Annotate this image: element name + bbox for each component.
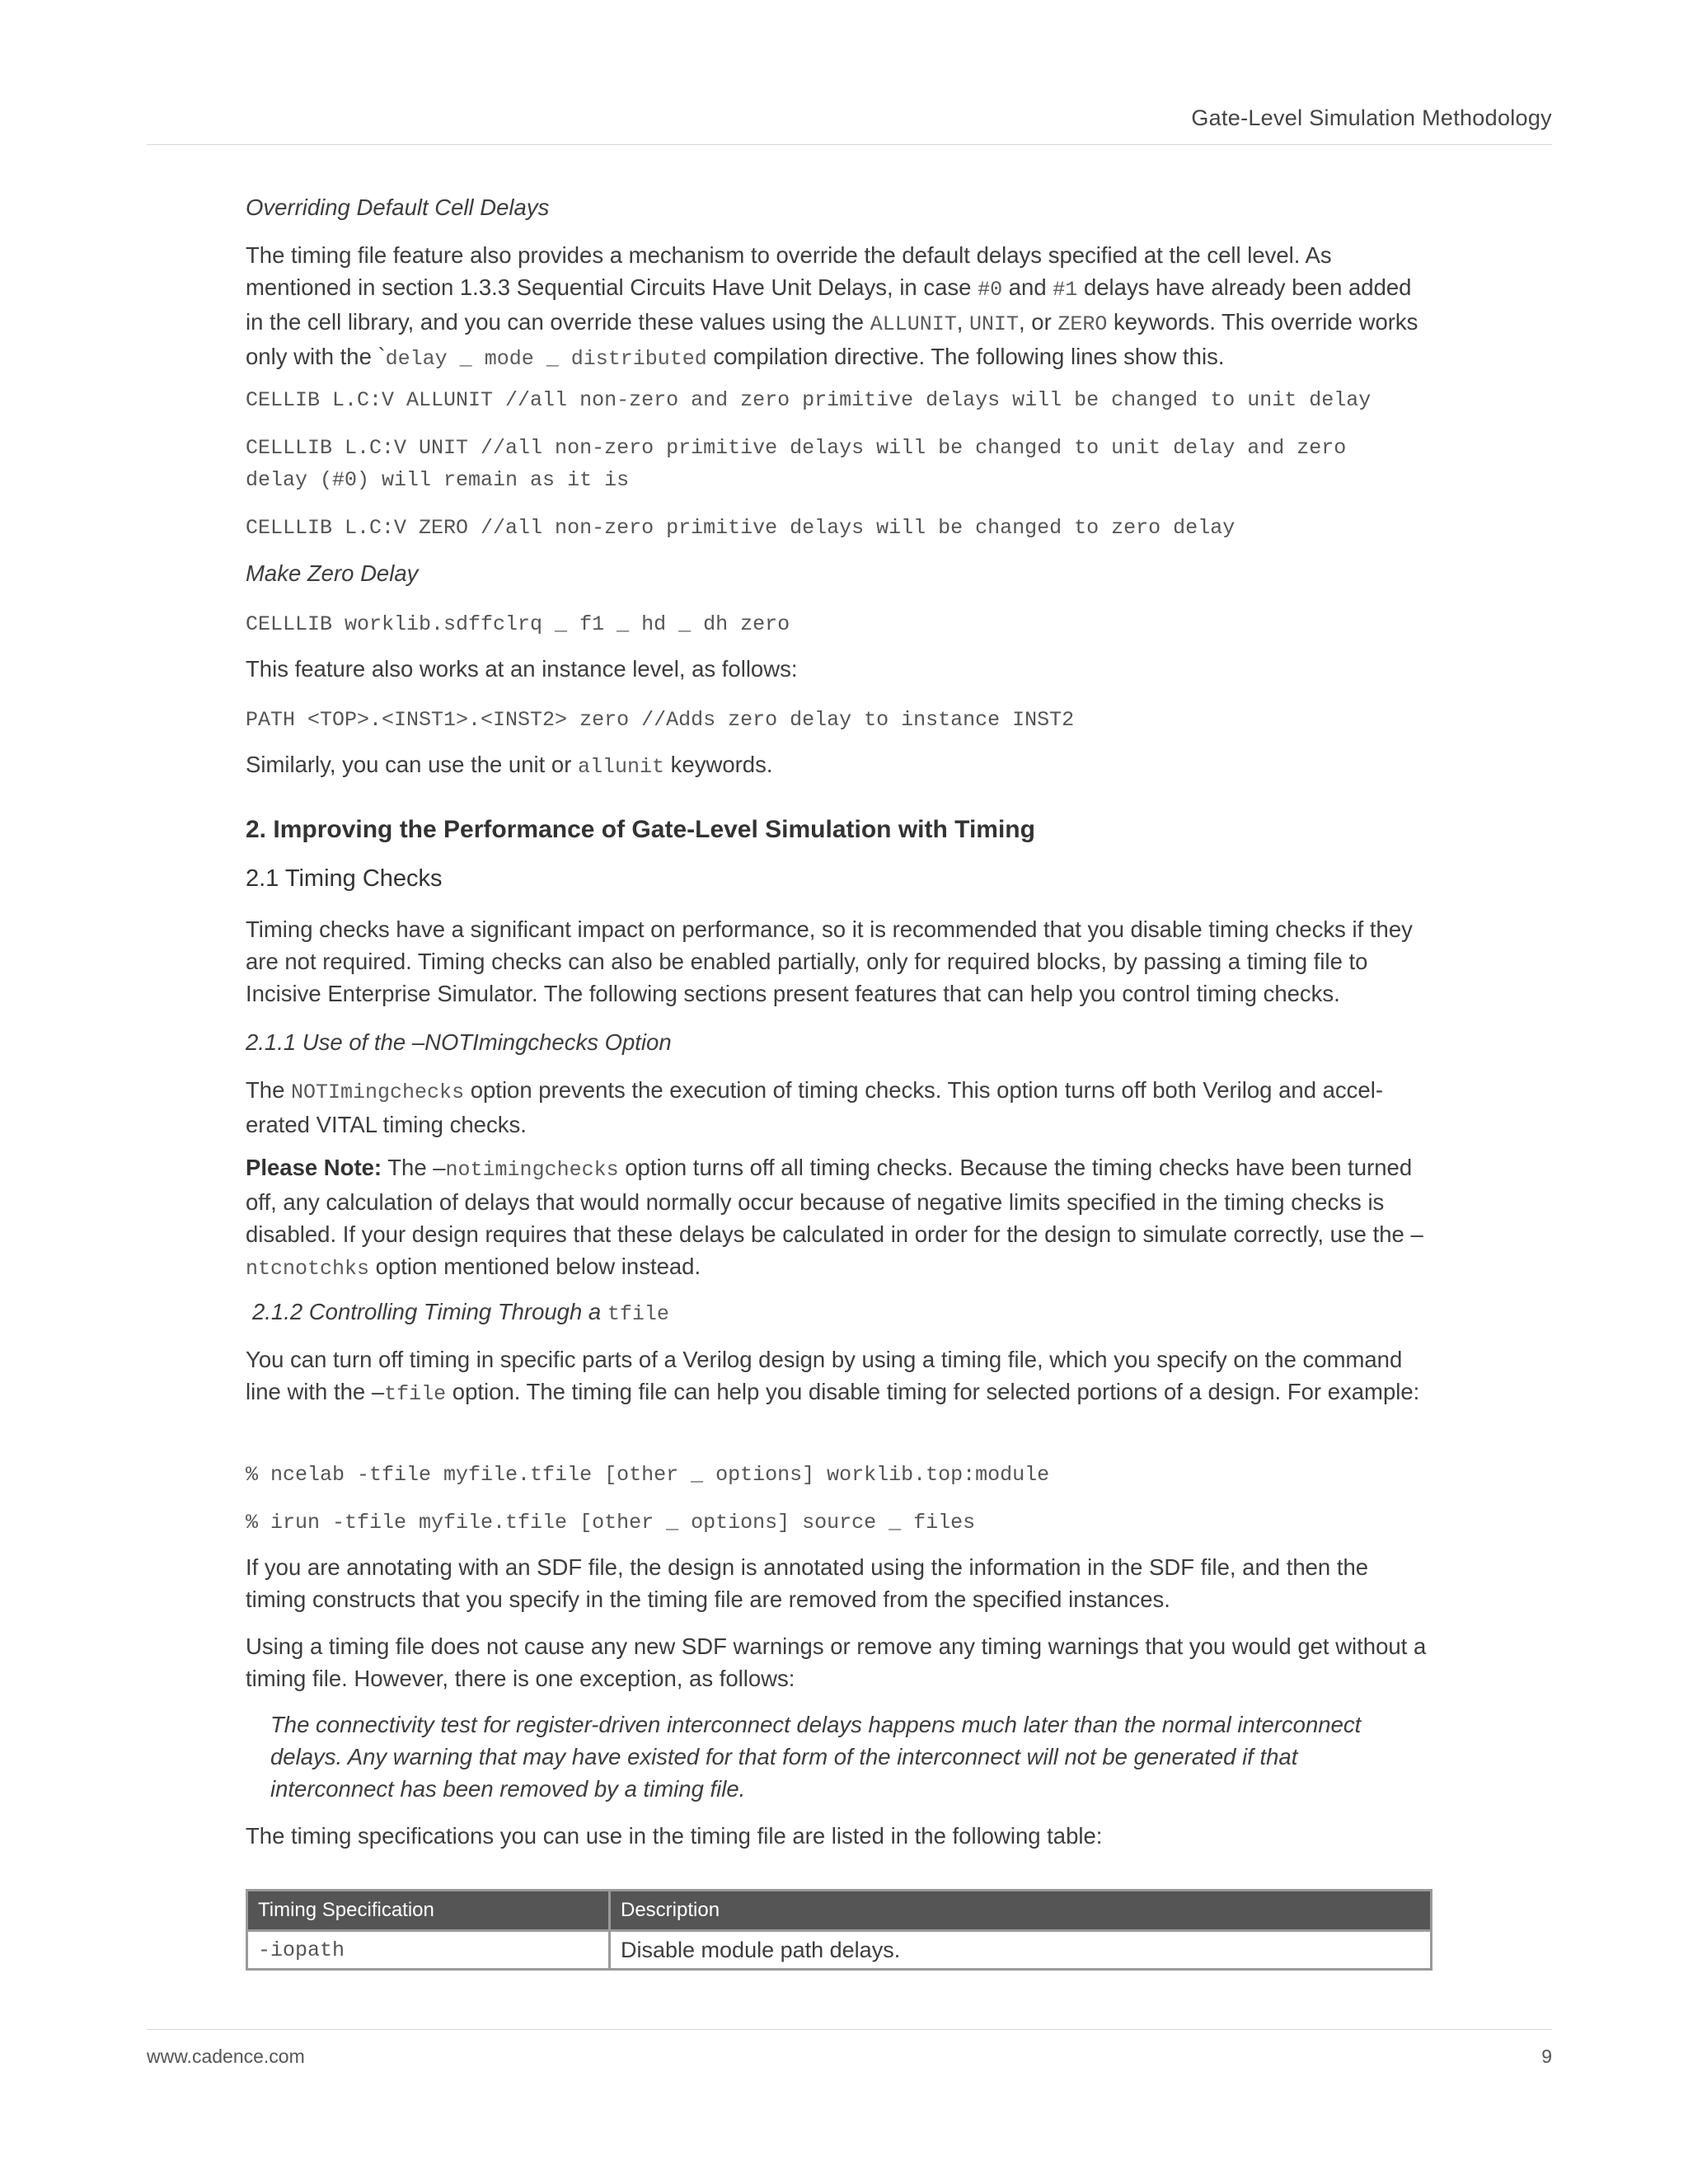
table-row xyxy=(247,1931,1432,1970)
paragraph-notimingchecks: The NOTImingchecks option prevents the execution of timing checks. This option turns off both Verilog and accel-erated VITAL timing checks. xyxy=(246,1077,1383,1137)
paragraph-unit-keywords: Similarly, you can use the unit or allunit keywords. xyxy=(246,752,773,779)
code-line-irun: % irun -tfile myfile.tfile [other _ options] source _ files xyxy=(246,1511,976,1535)
timing-spec-table xyxy=(246,1889,1432,1971)
paragraph-sdf-annotation: If you are annotating with an SDF file, the design is annotated using the information in the SDF file, and then the timing constructs that you specify in the timing file are removed from the specified instances. xyxy=(246,1554,1369,1612)
paragraph-table-intro: The timing specifications you can use in the timing file are listed in the following table: xyxy=(246,1823,1103,1849)
subheading-tfile: 2.1.2 Controlling Timing Through a tfile xyxy=(252,1299,669,1326)
code-line-allunit: CELLIB L.C:V ALLUNIT //all non-zero and zero primitive delays will be changed to unit delay xyxy=(246,388,1372,412)
table-header-description: Description xyxy=(610,1891,1432,1931)
code-line-zero: CELLLIB L.C:V ZERO //all non-zero primitive delays will be changed to zero delay xyxy=(246,516,1236,540)
header-divider xyxy=(147,144,1552,145)
subsection-heading-timing-checks: 2.1 Timing Checks xyxy=(246,865,443,892)
paragraph-sdf-warnings: Using a timing file does not cause any new SDF warnings or remove any timing warnings that you would get without a timing file. However, there is one exception, as follows: xyxy=(246,1633,1427,1691)
code-line-unit-cont: delay (#0) will remain as it is xyxy=(246,468,630,492)
paragraph-please-note: Please Note: The –notimingchecks option turns off all timing checks. Because the timing checks have been turned off, any calculation of delays that would normally occur because of negative limits specified in the timing checks is disabled. If your design requires that these delays be calculated in order for the design to simulate correctly, use the –ntcnotchks option mentioned below instead. xyxy=(246,1155,1423,1281)
code-line-path-zero: PATH <TOP>.<INST1>.<INST2> zero //Adds zero delay to instance INST2 xyxy=(246,708,1075,732)
section-heading-performance: 2. Improving the Performance of Gate-Level Simulation with Timing xyxy=(246,816,1035,843)
paragraph-instance-level: This feature also works at an instance level, as follows: xyxy=(246,656,798,682)
code-line-unit: CELLLIB L.C:V UNIT //all non-zero primitive delays will be changed to unit delay and zero xyxy=(246,436,1347,460)
paragraph-override-intro: The timing file feature also provides a mechanism to override the default delays specified at the cell level. As mentioned in section 1.3.3 Sequential Circuits Have Unit Delays, in case #0 and #1 delays have already been added in the cell library, and you can override these values using the ALLUNIT, UNIT, or ZERO keywords. This override works only with the `delay _ mode _ distributed compilation directive. The following lines show this. xyxy=(246,242,1418,371)
paragraph-timing-checks: Timing checks have a significant impact on performance, so it is recommended that you disable timing checks if they are not required. Timing checks can also be enabled partially, only for required blocks, by passing a timing file to Incisive Enterprise Simulator. The following sections present features that can help you control timing checks. xyxy=(246,916,1413,1006)
quote-connectivity-test: The connectivity test for register-driven interconnect delays happens much later than the normal interconnect delays. Any warning that may have existed for that form of the interconnect will not be generated if that interconnect has been removed by a timing file. xyxy=(270,1712,1362,1802)
subheading-make-zero-delay: Make Zero Delay xyxy=(246,560,419,586)
page-header-title: Gate-Level Simulation Methodology xyxy=(1191,105,1552,130)
table-cell-spec: -iopath xyxy=(247,1931,610,1970)
footer-divider xyxy=(147,2029,1552,2030)
subheading-overriding-delays: Overriding Default Cell Delays xyxy=(246,194,550,220)
footer-url: www.cadence.com xyxy=(147,2046,305,2067)
table-cell-description: Disable module path delays. xyxy=(610,1931,1432,1970)
code-line-celllib-zero: CELLLIB worklib.sdffclrq _ f1 _ hd _ dh zero xyxy=(246,612,790,636)
subheading-notimingchecks: 2.1.1 Use of the –NOTImingchecks Option xyxy=(246,1029,672,1055)
paragraph-tfile-intro: You can turn off timing in specific parts of a Verilog design by using a timing file, which you specify on the command line with the –tfile option. The timing file can help you disable timing for selected portions of a design. For example: xyxy=(246,1347,1420,1406)
page-number: 9 xyxy=(1541,2046,1552,2067)
table-header-row xyxy=(247,1891,1432,1931)
table-header-spec: Timing Specification xyxy=(247,1891,610,1931)
code-line-ncelab: % ncelab -tfile myfile.tfile [other _ options] worklib.top:module xyxy=(246,1463,1050,1487)
